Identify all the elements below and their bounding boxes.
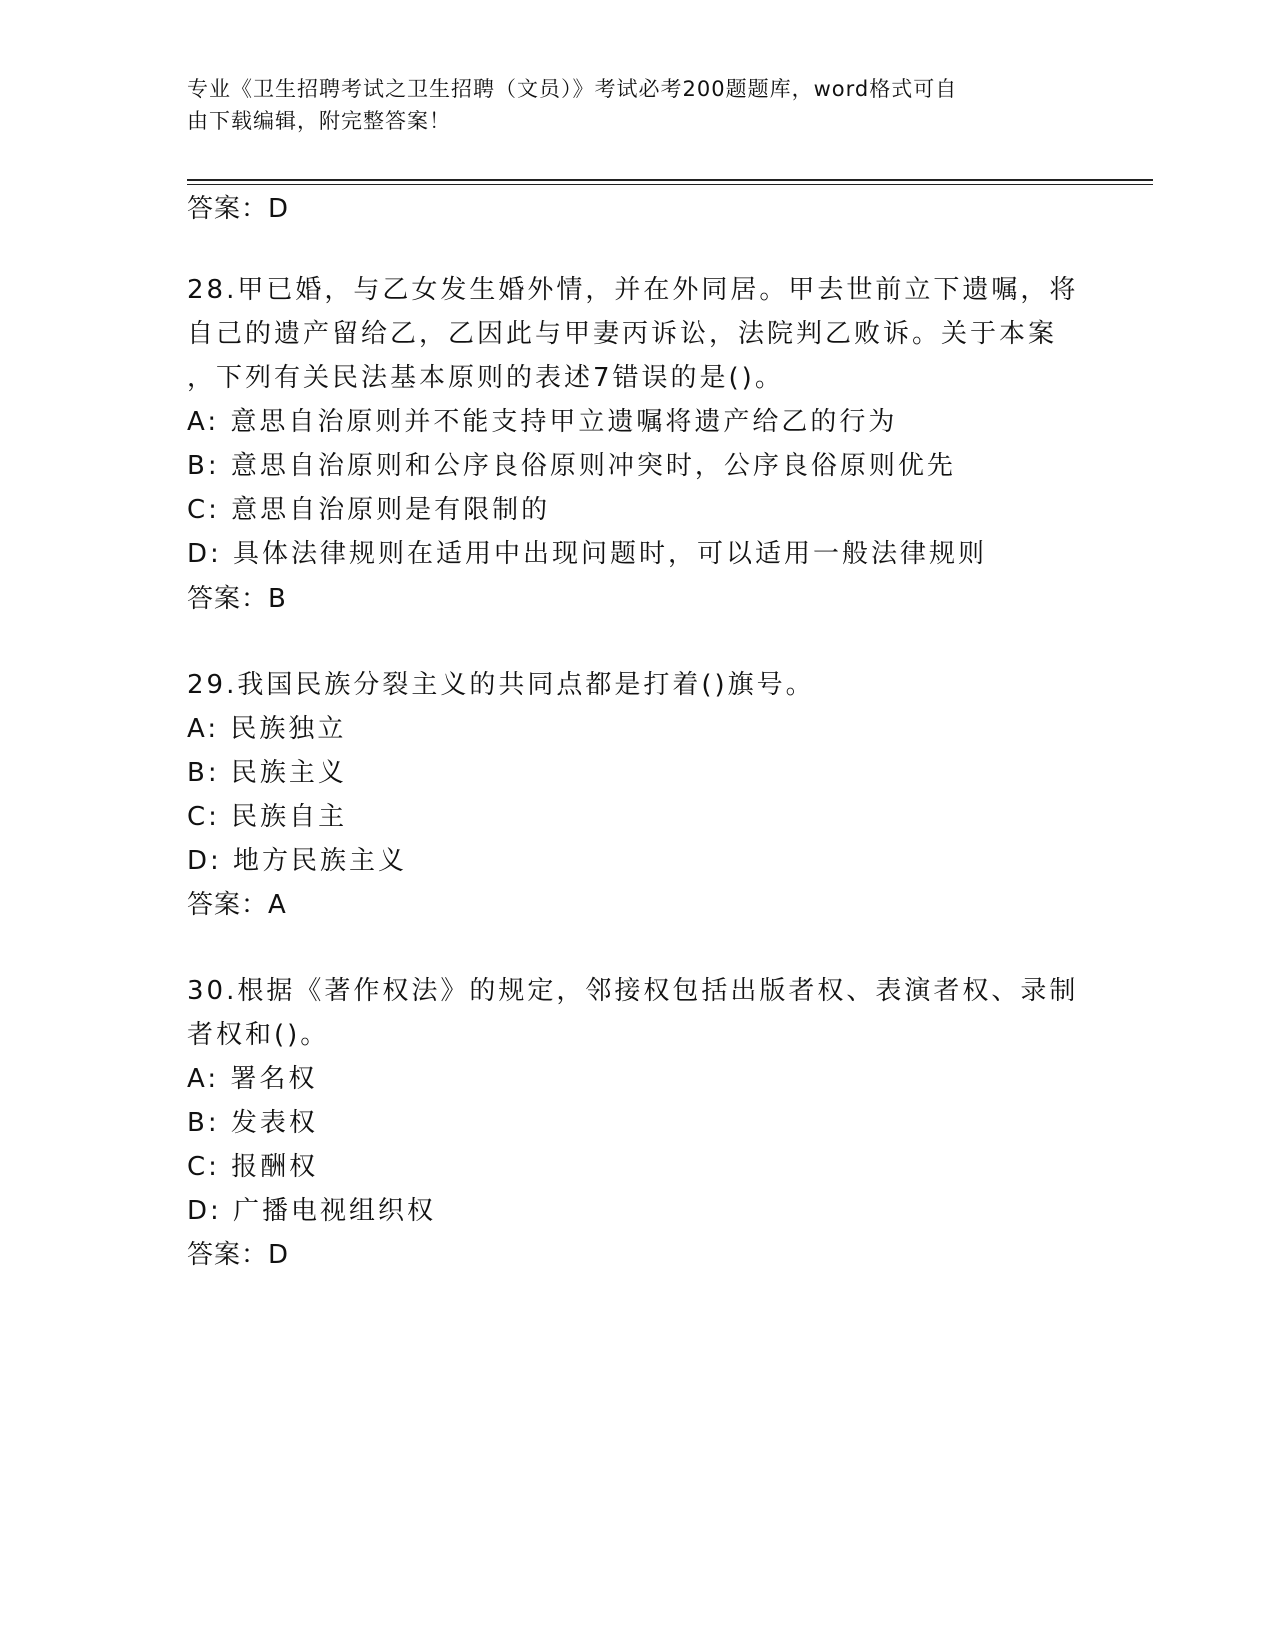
question-30-option-a: A: 署名权: [187, 1064, 318, 1094]
question-28-answer: 答案：B: [187, 584, 287, 614]
header-rule-thin: [187, 184, 1153, 185]
question-28-stem-line-3: ，下列有关民法基本原则的表述7错误的是()。: [187, 363, 784, 393]
header-line-2: 由下载编辑，附完整答案！: [187, 109, 451, 133]
question-28-stem-line-1: 28.甲已婚，与乙女发生婚外情，并在外同居。甲去世前立下遗嘱，将: [187, 275, 1079, 305]
question-28-option-a: A: 意思自治原则并不能支持甲立遗嘱将遗产给乙的行为: [187, 407, 898, 437]
question-30-answer: 答案：D: [187, 1240, 290, 1270]
question-28-option-c: C: 意思自治原则是有限制的: [187, 495, 551, 525]
question-29-option-b: B: 民族主义: [187, 758, 347, 788]
answer-previous: 答案：D: [187, 194, 290, 224]
question-29-stem-line-1: 29.我国民族分裂主义的共同点都是打着()旗号。: [187, 670, 815, 700]
question-30-stem-line-2: 者权和()。: [187, 1020, 330, 1050]
page-header: [187, 73, 1067, 137]
question-30-stem-line-1: 30.根据《著作权法》的规定，邻接权包括出版者权、表演者权、录制: [187, 976, 1079, 1006]
question-29-option-d: D: 地方民族主义: [187, 846, 408, 876]
question-29-answer: 答案：A: [187, 890, 287, 920]
question-30-option-d: D: 广播电视组织权: [187, 1196, 437, 1226]
question-28-stem-line-2: 自己的遗产留给乙，乙因此与甲妻丙诉讼，法院判乙败诉。关于本案: [187, 319, 1058, 349]
question-28-option-b: B: 意思自治原则和公序良俗原则冲突时，公序良俗原则优先: [187, 451, 956, 481]
header-rule-thick: [187, 179, 1153, 181]
question-30-option-c: C: 报酬权: [187, 1152, 319, 1182]
question-29-option-c: C: 民族自主: [187, 802, 348, 832]
header-line-1: 专业《卫生招聘考试之卫生招聘（文员）》考试必考200题题库，word格式可自: [187, 77, 958, 101]
question-28-option-d: D: 具体法律规则在适用中出现问题时，可以适用一般法律规则: [187, 539, 988, 569]
question-29-option-a: A: 民族独立: [187, 714, 347, 744]
question-30-option-b: B: 发表权: [187, 1108, 318, 1138]
